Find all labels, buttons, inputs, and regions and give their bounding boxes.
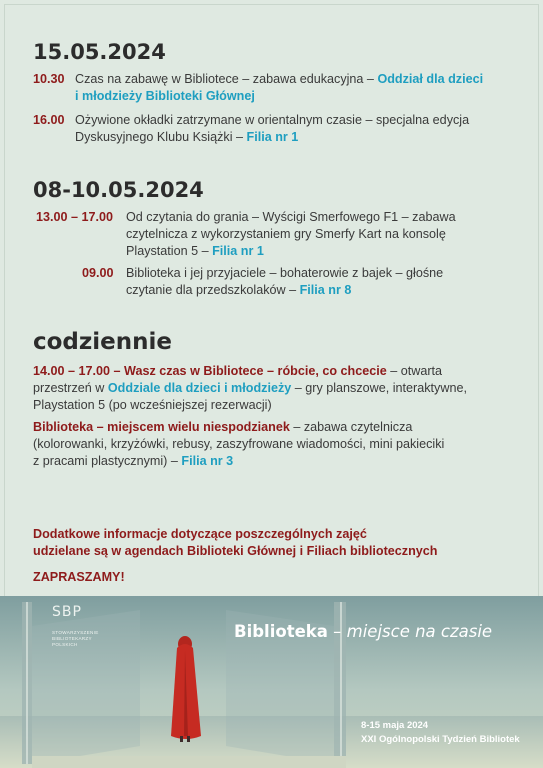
event-location: Filia nr 8 [299,283,352,297]
sbp-logo [52,604,99,648]
banner-title-dash: – [327,622,347,641]
event-location: Filia nr 1 [212,244,264,258]
banner-event: XXI Ogólnopolski Tydzień Bibliotek [361,734,520,745]
event-description-cont: (kolorowanki, krzyżówki, rebusy, zaszyfrowane wiadomości, mini pakieciki [33,437,445,451]
event-location: Oddziale dla dzieci i młodzieży [107,381,292,395]
event-description: Ożywione okładki zatrzymane w orientalnym czasie – specjalna edycja [75,113,470,127]
event-description-cont: Dyskusyjnego Klubu Książki – [75,130,247,144]
banner [0,596,543,768]
banner-title-italic: miejsce na czasie [346,622,493,641]
event-description: Czas na zabawę w Bibliotece – zabawa edukacyjna – [75,72,378,86]
event-time: 10.30 [33,72,65,86]
section-heading-1505: 15.05.2024 [33,40,166,64]
event-title: Biblioteka – miejscem wielu niespodzianek [33,420,290,434]
event-description: – zabawa czytelnicza [289,420,413,434]
event-location-cont: i młodzieży Biblioteki Głównej [75,89,255,103]
sbp-logo-text: POLSKICH [52,642,78,647]
event-row [33,71,513,103]
event-location: Filia nr 1 [246,130,299,144]
event-time: 13.00 – 17.00 [36,210,114,224]
event-description-cont: czytelnicza z wykorzystaniem gry Smerfy Kart na konsolę [126,227,446,241]
banner-dates: 8-15 maja 2024 [361,720,429,731]
info-notice [33,526,437,560]
section-heading-0810: 08-10.05.2024 [33,178,204,202]
banner-title [234,622,492,641]
event-row [33,112,513,144]
section-heading-daily: codziennie [33,329,172,355]
event-location: Oddział dla dzieci [377,72,484,86]
event-time: 09.00 [82,266,114,280]
event-description-cont: – gry planszowe, interaktywne, [291,381,467,395]
event-description: Biblioteka i jej przyjaciele – bohaterowie z bajek – głośne [126,266,444,280]
sbp-logo-text: STOWARZYSZENIE [52,630,99,635]
event-description-cont: czytanie dla przedszkolaków – [126,283,300,297]
event-description-cont: z pracami plastycznymi) – [33,454,182,468]
sbp-logo-mark: SBP [52,604,82,620]
event-description-cont: Playstation 5 – [126,244,213,258]
event-description-cont: przestrzeń w [33,381,108,395]
event-title: 14.00 – 17.00 – Wasz czas w Bibliotece – róbcie, co chcecie [33,364,387,378]
info-notice-line: udzielane są w agendach Biblioteki Głównej i Filiach bibliotecznych [33,544,438,558]
banner-title-bold: Biblioteka [234,622,328,641]
event-location: Filia nr 3 [181,454,234,468]
event-time: 16.00 [33,113,65,127]
sbp-logo-text: BIBLIOTEKARZY [52,636,92,641]
event-description: Od czytania do grania – Wyścigi Smerfowego F1 – zabawa [126,210,456,224]
event-description: – otwarta [386,364,443,378]
invite-text: ZAPRASZAMY! [33,570,125,584]
info-notice-line: Dodatkowe informacje dotyczące poszczególnych zajęć [33,527,367,541]
event-row [36,209,516,258]
event-description-cont: Playstation 5 (po wcześniejszej rezerwacji) [33,398,272,412]
